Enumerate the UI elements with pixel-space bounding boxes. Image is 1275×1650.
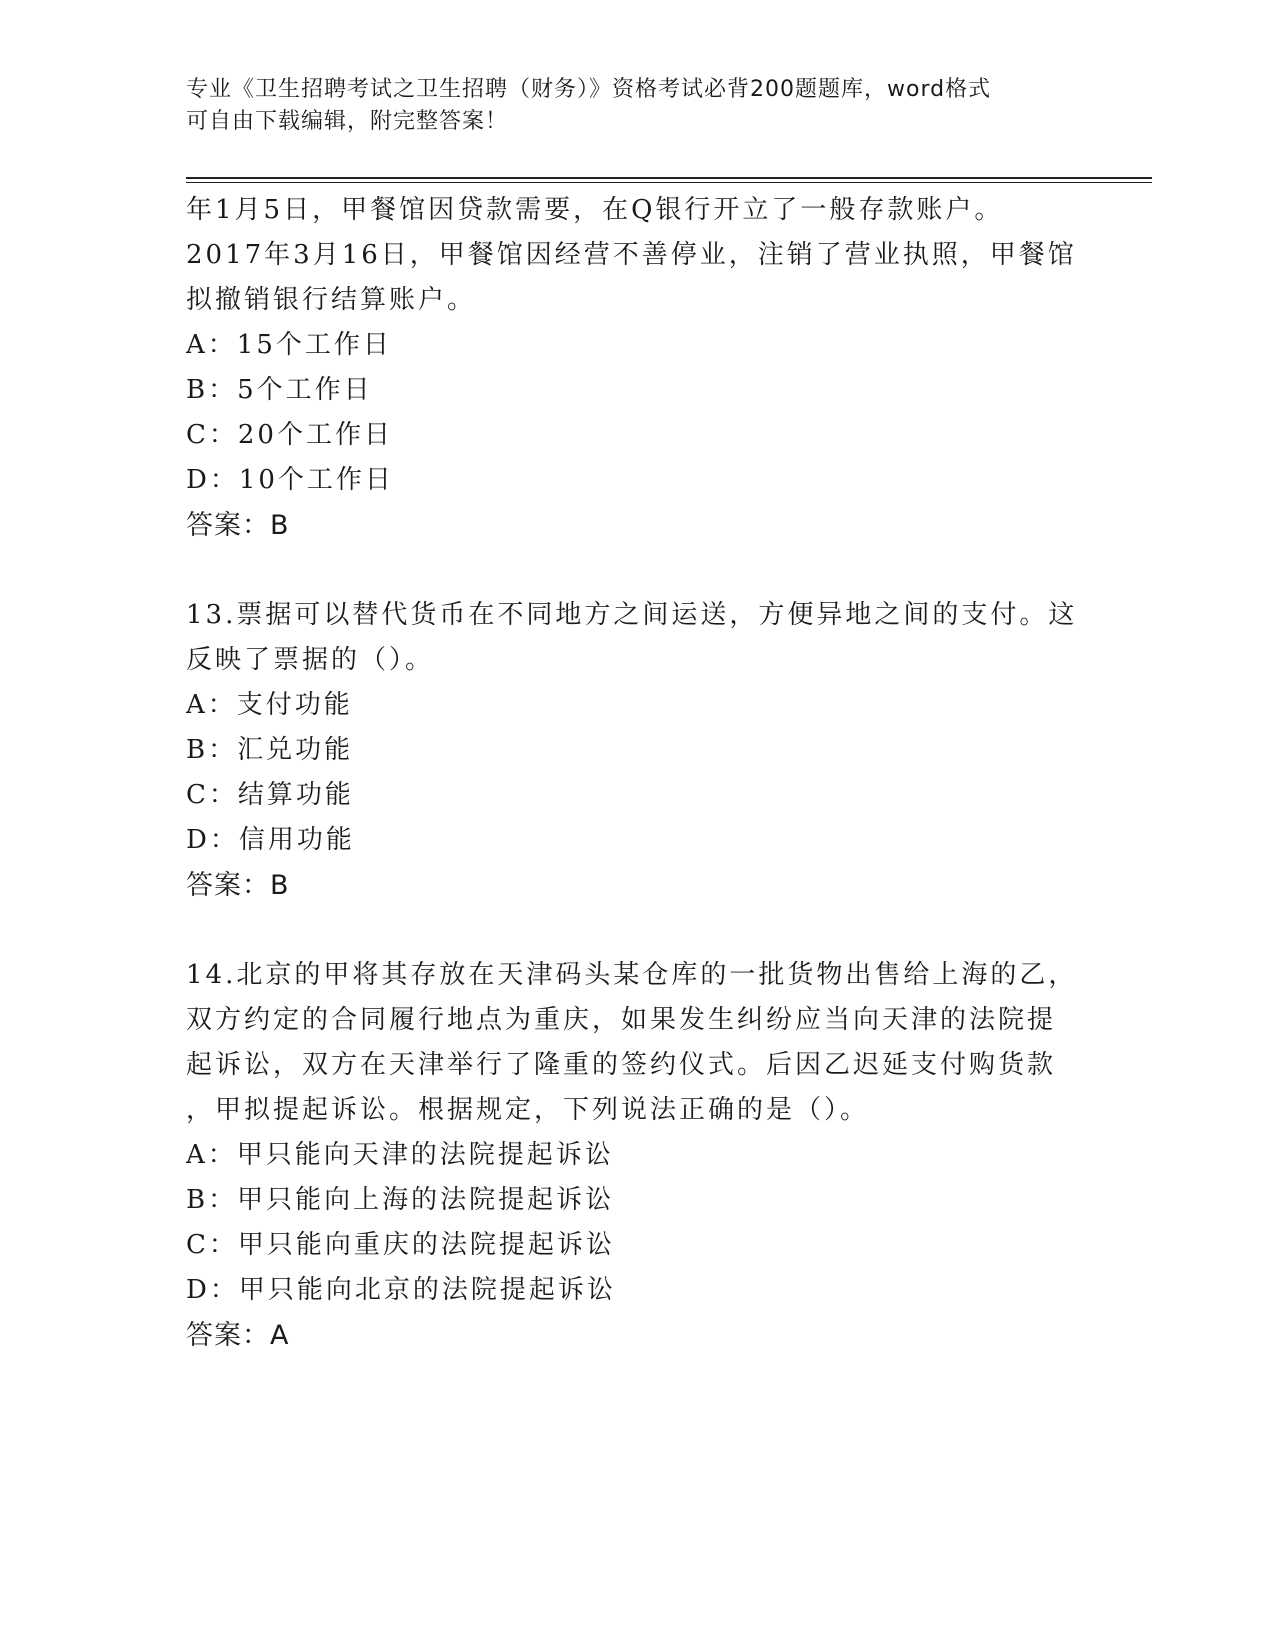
option-d: D：信用功能 (186, 825, 355, 855)
option-d: D：甲只能向北京的法院提起诉讼 (186, 1275, 616, 1305)
header-divider-thick (186, 177, 1152, 179)
question-13 (186, 593, 1086, 908)
answer-line: 答案：B (186, 510, 290, 541)
spacer (186, 908, 1086, 953)
option-a: A：甲只能向天津的法院提起诉讼 (186, 1140, 614, 1170)
option-b: B：甲只能向上海的法院提起诉讼 (186, 1185, 615, 1215)
spacer (186, 548, 1086, 593)
header-divider-thin (186, 182, 1152, 183)
option-c: C：20个工作日 (186, 420, 393, 450)
question-stem-line: 年1月5日，甲餐馆因贷款需要，在Q银行开立了一般存款账户。 (186, 195, 1004, 225)
document-header (186, 74, 1066, 138)
question-stem-line: 拟撤销银行结算账户。 (186, 285, 477, 315)
question-stem-line: 13.票据可以替代货币在不同地方之间运送，方便异地之间的支付。这 (186, 600, 1078, 630)
question-list (186, 188, 1086, 1358)
option-b: B：汇兑功能 (186, 735, 354, 765)
option-c: C：结算功能 (186, 780, 354, 810)
question-stem-line: 反映了票据的（）。 (186, 645, 435, 675)
question-stem-line: 14.北京的甲将其存放在天津码头某仓库的一批货物出售给上海的乙， (186, 960, 1078, 990)
option-b: B：5个工作日 (186, 375, 373, 405)
answer-line: 答案：A (186, 1320, 290, 1351)
answer-line: 答案：B (186, 870, 290, 901)
question-stem-line: ，甲拟提起诉讼。根据规定，下列说法正确的是（）。 (186, 1095, 870, 1125)
option-c: C：甲只能向重庆的法院提起诉讼 (186, 1230, 615, 1260)
option-a: A：支付功能 (186, 690, 353, 720)
question-stem-line: 起诉讼，双方在天津举行了隆重的签约仪式。后因乙迟延支付购货款 (186, 1050, 1057, 1080)
header-title-line-1: 专业《卫生招聘考试之卫生招聘（财务）》资格考试必背200题题库，word格式 (186, 77, 992, 102)
question-14 (186, 953, 1086, 1358)
option-a: A：15个工作日 (186, 330, 392, 360)
question-stem-line: 2017年3月16日，甲餐馆因经营不善停业，注销了营业执照，甲餐馆 (186, 240, 1077, 270)
option-d: D：10个工作日 (186, 465, 394, 495)
question-stem-line: 双方约定的合同履行地点为重庆，如果发生纠纷应当向天津的法院提 (186, 1005, 1057, 1035)
header-title-line-2: 可自由下载编辑，附完整答案！ (186, 109, 509, 134)
question-12 (186, 188, 1086, 548)
